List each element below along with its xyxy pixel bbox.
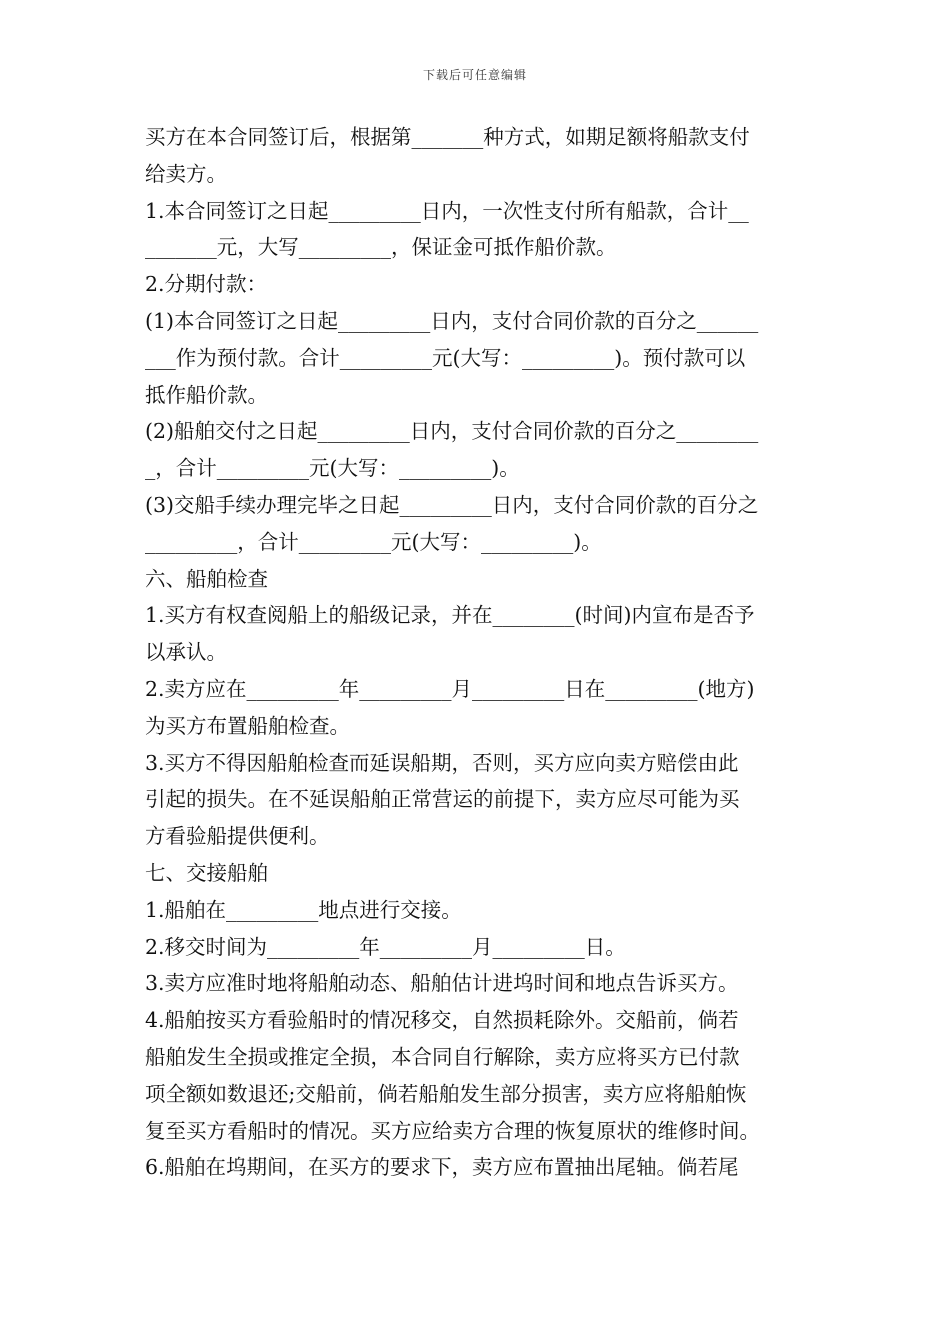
text-line: _，合计_________元(大写：_________)。 [145, 456, 520, 481]
text-line: 2.移交时间为_________年_________月_________日。 [145, 934, 626, 959]
text-line: 抵作船价款。 [145, 382, 268, 407]
text-line: 复至买方看船时的情况。买方应给卖方合理的恢复原状的维修时间。 [145, 1118, 760, 1143]
text-line: 2.卖方应在_________年_________月_________日在_________(地方) [145, 676, 755, 701]
text-line: 项全额如数退还;交船前，倘若船舶发生部分损害，卖方应将船舶恢 [145, 1081, 747, 1106]
text-line: 3.买方不得因船舶检查而延误船期，否则，买方应向卖方赔偿由此 [145, 750, 739, 775]
text-line: 6.船舶在坞期间，在买方的要求下，卖方应布置抽出尾轴。倘若尾 [145, 1155, 739, 1180]
text-line: 以承认。 [145, 640, 227, 665]
text-line: 买方在本合同签订后，根据第_______种方式，如期足额将船款支付 [145, 125, 750, 149]
text-line: 4.船舶按买方看验船时的情况移交，自然损耗除外。交船前，倘若 [145, 1008, 739, 1033]
text-line: 方看验船提供便利。 [145, 824, 330, 849]
text-line: (1)本合同签订之日起_________日内，支付合同价款的百分之______ [145, 308, 759, 333]
text-line: _______元，大写_________，保证金可抵作船价款。 [145, 235, 617, 260]
document-body [145, 119, 815, 1186]
text-line: (3)交船手续办理完毕之日起_________日内，支付合同价款的百分之 [145, 492, 759, 517]
text-line: 1.本合同签订之日起_________日内，一次性支付所有船款，合计__ [145, 198, 749, 223]
text-line: (2)船舶交付之日起_________日内，支付合同价款的百分之________ [145, 419, 759, 444]
text-line: 给卖方。 [145, 161, 227, 186]
section-heading: 六、船舶检查 [145, 566, 268, 591]
section-heading: 七、交接船舶 [145, 860, 268, 885]
text-line: 3.卖方应准时地将船舶动态、船舶估计进坞时间和地点告诉买方。 [145, 971, 739, 996]
text-line: _________，合计_________元(大写：_________)。 [145, 529, 602, 554]
text-line: 2.分期付款： [145, 272, 268, 297]
text-line: ___作为预付款。合计_________元(大写：_________)。预付款可以 [145, 345, 746, 370]
text-line: 为买方布置船舶检查。 [145, 713, 350, 738]
text-line: 船舶发生全损或推定全损，本合同自行解除，卖方应将买方已付款 [145, 1044, 740, 1069]
text-line: 引起的损失。在不延误船舶正常营运的前提下，卖方应尽可能为买 [145, 787, 740, 812]
page-header: 下载后可任意编辑 [422, 68, 527, 82]
text-line: 1.买方有权查阅船上的船级记录，并在________(时间)内宣布是否予 [145, 603, 755, 628]
text-line: 1.船舶在_________地点进行交接。 [145, 897, 462, 922]
